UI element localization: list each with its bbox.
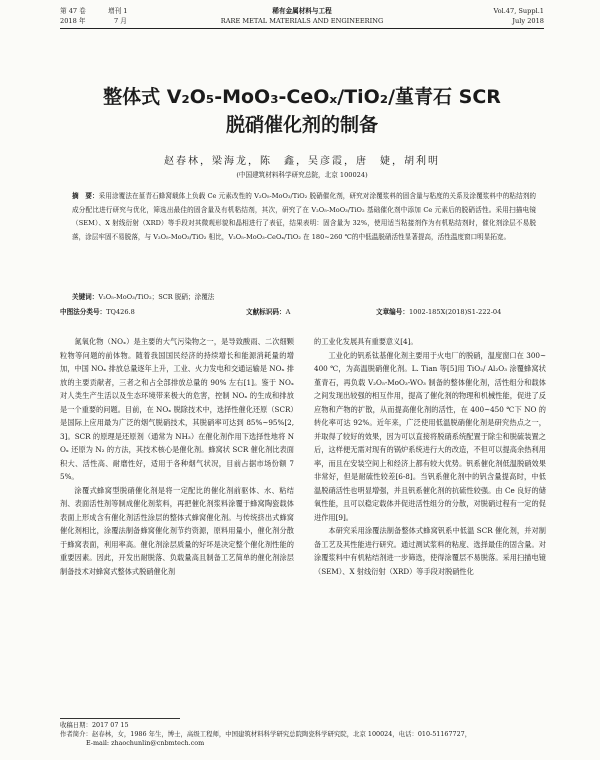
article-title-line2: 脱硝催化剂的制备 [225, 114, 378, 136]
footnote-rule [60, 718, 180, 719]
author-list: 赵春林，梁海龙，陈 鑫，吴彦霞，唐 婕，胡利明 [164, 156, 440, 167]
article-number-label: 文章编号： [376, 308, 409, 316]
footnote [60, 721, 544, 748]
paragraph: 工业化的钒系钛基催化剂主要用于火电厂的脱硝，温度窗口在 300~400 ℃，为高温脱硝催化剂。L. Tian 等[5]用 TiO₂/ Al₂O₃ 涂覆蜂窝状堇青石，再负载 V₂O₅-MoO₃-WO₃ 制备的整体催化剂，活性组分和载体之间发现出较强的相互作用，提高了催化剂的物理和机械性能，促进了反应物和产物的扩散，从而提高催化剂的活性，在 400~450 ℃下 NO 的转化率可达 92%。近年来，广泛使用低温脱硝催化剂是研究热点之一，并取得了较好的效果，因为可以直接将脱硝系统配置于除尘和脱硫装置之后，这样便无需对现有的锅炉系统进行大的改造，不但可以提高余热利用率，而且在安装空间上和经济上都有较大优势。钒系催化剂低温脱硝效果非常好，但是耐硫性较差[6-8]。当钒系催化剂中的钒含量提高时，中低温脱硝活性也明显增强，并且钒系催化剂的抗硫性较强。由 Ce 良好的储氧性能，且可以稳定载体并促进活性组分的分散，对脱硝过程有一定的促进作用[9]。 [314, 350, 546, 522]
clc-value: TQ426.8 [106, 308, 135, 316]
header-rule [60, 28, 544, 29]
article-title-line1: 整体式 V₂O₅-MoO₃-CeOₓ/TiO₂/堇青石 SCR [103, 86, 501, 108]
author-email: E-mail: zhaochunlin@cnbmtech.com [86, 739, 205, 747]
author-biography: 作者简介：赵春林，女，1986 年生，博士，高级工程师，中国建筑材料科学研究总院陶瓷科学研究院，北京 100024，电话：010-51167727， [60, 730, 472, 738]
document-code [246, 308, 290, 317]
abstract-label: 摘 要： [72, 192, 99, 200]
header-volume: 第 47 卷 [60, 7, 86, 15]
affiliation: (中国建筑材料科学研究总院，北京 100024) [236, 171, 368, 179]
header-volume-en: Vol.47, Suppl.1 [493, 7, 544, 15]
header-journal-cn: 稀有金属材料与工程 [272, 7, 332, 15]
article-number [376, 308, 501, 317]
header-journal-en: RARE METAL MATERIALS AND ENGINEERING [220, 17, 384, 25]
paragraph: 氮氧化物（NOₓ）是主要的大气污染物之一，是导致酸雨、二次细颗粒物等问题的前体物。随着我国国民经济的持续增长和能源消耗量的增加，中国 NOₓ 排放总量逐年上升，工业、火力发电和交通运输是 NOₓ 排放的主要贡献者，三者之和占全部排放总量的 90% 左右[1]。鉴于 NOₓ 对人类生产生活以及生态环境带来极大的危害，控制 NOₓ 的生成和排放是一个重要的问题。目前，在 NOₓ 脱除技术中，选择性催化还原（SCR）是国际上应用最为广泛的烟气脱硝技术，其脱硝率可达到 85%~95%[2,3]。SCR 的原理是还原剂（通常为 NH₃）在催化剂作用下选择性地将 NOₓ 还原为 N₂ 的方法，其技术核心是催化剂。蜂窝状 SCR 催化剂比表面积大、活性高、耐磨性好，适用于各种烟气状况，目前占据市场份额 75%。 [60, 337, 294, 481]
keywords-label: 关键词： [72, 293, 99, 301]
body-left-column [60, 335, 294, 578]
keywords-text: V₂O₅-MoO₃/TiO₂；SCR 脱硝；涂覆法 [98, 293, 215, 301]
document-code-label: 文献标识码： [246, 308, 286, 316]
paragraph: 的工业化发展具有重要意义[4]。 [314, 337, 418, 346]
received-date: 收稿日期：2017 07 15 [60, 721, 129, 729]
header-month: 7 月 [114, 17, 127, 25]
paragraph: 本研究采用涂覆法制备整体式蜂窝钒系中低温 SCR 催化剂，并对制备工艺及其性能进行研究。通过测试浆料的粘度、选择最佳的固含量。对涂覆浆料中有机粘结剂进一步筛选，使得涂覆层不易脱落。采用扫描电镜（SEM）、X 射线衍射（XRD）等手段对脱硝性化 [314, 526, 546, 576]
clc-label: 中图法分类号： [60, 308, 107, 316]
clc-number [60, 308, 135, 317]
article-number-value: 1002-185X(2018)S1-222-04 [408, 308, 502, 316]
abstract-text: 采用涂覆法在堇青石蜂窝载体上负载 Ce 元素改性的 V₂O₅-MoO₃/TiO₂ 脱硝催化剂，研究对涂覆浆料的固含量与粘度的关系及涂覆浆料中的粘结剂的成分配比进行研究与优化，筛选出最佳的固含量及有机粘结剂，其次，研究了在 V₂O₅-MoO₃/TiO₂ 基础催化剂中添加 Ce 元素后的脱硝活性。采用扫描电镜（SEM）、X 射线衍射（XRD）等手段对其微观形貌和晶相进行了表征，结果表明：固含量为 32%，使用适当粘接剂作为有机粘结剂时，催化剂涂层不易脱落，涂层牢固不易脱落，与 V₂O₅-MoO₃/TiO₂ 相比，V₂O₅-MoO₃-CeOₓ/TiO₂ 在 180~260 ℃的中低温脱硝活性显著提高，活性温度窗口明显拓宽。 [72, 192, 537, 241]
abstract [72, 190, 536, 244]
header-supplement: 增刊 1 [108, 7, 128, 15]
keywords [72, 291, 536, 305]
header-year: 2018 年 [60, 17, 86, 25]
document-code-value: A [285, 308, 291, 316]
body-right-column [314, 335, 546, 578]
paragraph: 涂覆式蜂窝型脱硝催化剂是将一定配比的催化剂前驱体、水、粘结剂、表面活性剂等制成催化剂浆料，再把催化剂浆料涂覆于蜂窝陶瓷载体表面上形成含有催化剂活性涂层的整体式蜂窝催化剂。与传统挤出式蜂窝催化剂相比，涂覆法制备蜂窝催化剂节约资源，原料用量小，催化剂分散于蜂窝表面，利用率高。催化剂涂层质量的好坏是决定整个催化剂性能的重要因素。因此，开发出耐脱落、负载量高且制备工艺简单的催化剂涂层制备技术对蜂窝式整体式脱硝催化剂 [60, 485, 294, 576]
header-date-en: July 2018 [512, 17, 544, 25]
